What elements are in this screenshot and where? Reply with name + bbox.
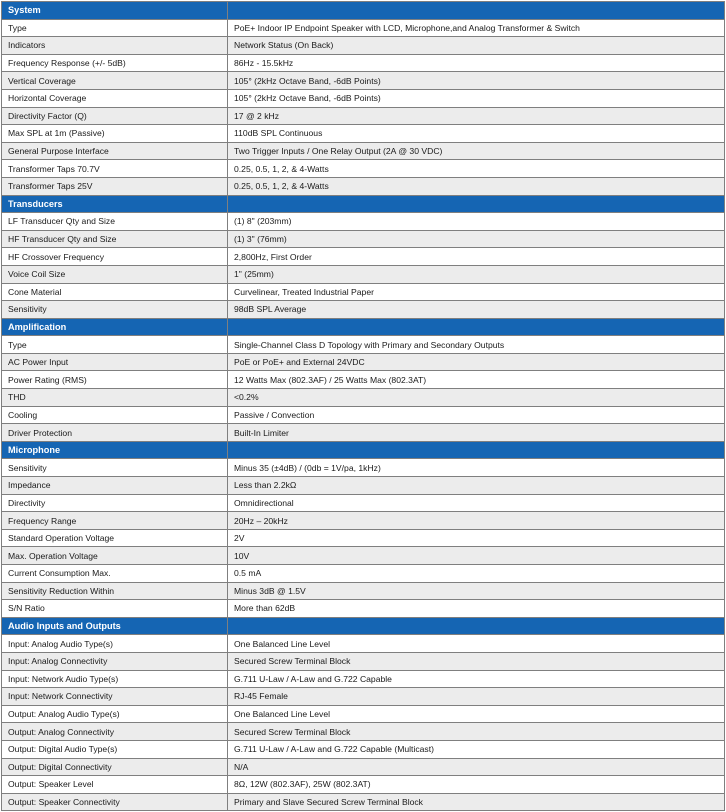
section-title: Transducers — [2, 195, 228, 213]
spec-row — [2, 283, 725, 301]
section-header — [2, 318, 725, 336]
spec-label: Type — [2, 336, 228, 354]
spec-row — [2, 652, 725, 670]
spec-row — [2, 600, 725, 618]
spec-row — [2, 582, 725, 600]
spec-row — [2, 301, 725, 319]
spec-row — [2, 54, 725, 72]
spec-row — [2, 72, 725, 90]
spec-value: G.711 U-Law / A-Law and G.722 Capable (Multicast) — [228, 740, 725, 758]
spec-row — [2, 389, 725, 407]
spec-row — [2, 529, 725, 547]
spec-row — [2, 459, 725, 477]
spec-label: Type — [2, 19, 228, 37]
spec-value: Single-Channel Class D Topology with Primary and Secondary Outputs — [228, 336, 725, 354]
spec-label: Frequency Range — [2, 512, 228, 530]
spec-row — [2, 336, 725, 354]
spec-label: Current Consumption Max. — [2, 565, 228, 583]
spec-row — [2, 547, 725, 565]
spec-value: N/A — [228, 758, 725, 776]
spec-value: Passive / Convection — [228, 406, 725, 424]
spec-value: 2,800Hz, First Order — [228, 248, 725, 266]
spec-label: LF Transducer Qty and Size — [2, 213, 228, 231]
spec-value: (1) 8" (203mm) — [228, 213, 725, 231]
spec-label: Driver Protection — [2, 424, 228, 442]
spec-value: G.711 U-Law / A-Law and G.722 Capable — [228, 670, 725, 688]
spec-value: Built-In Limiter — [228, 424, 725, 442]
section-title: System — [2, 2, 228, 20]
spec-label: Input: Network Connectivity — [2, 688, 228, 706]
spec-value: Minus 35 (±4dB) / (0db = 1V/pa, 1kHz) — [228, 459, 725, 477]
spec-label: Max. Operation Voltage — [2, 547, 228, 565]
spec-value: 0.25, 0.5, 1, 2, & 4-Watts — [228, 160, 725, 178]
spec-label: Vertical Coverage — [2, 72, 228, 90]
section-title: Audio Inputs and Outputs — [2, 617, 228, 635]
spec-value: 8Ω, 12W (802.3AF), 25W (802.3AT) — [228, 776, 725, 794]
spec-label: Max SPL at 1m (Passive) — [2, 125, 228, 143]
spec-row — [2, 793, 725, 811]
spec-label: Impedance — [2, 477, 228, 495]
spec-value: Omnidirectional — [228, 494, 725, 512]
spec-value: RJ-45 Female — [228, 688, 725, 706]
spec-value: More than 62dB — [228, 600, 725, 618]
spec-row — [2, 213, 725, 231]
spec-row — [2, 142, 725, 160]
spec-row — [2, 353, 725, 371]
spec-label: Frequency Response (+/- 5dB) — [2, 54, 228, 72]
spec-row — [2, 477, 725, 495]
spec-label: Directivity — [2, 494, 228, 512]
spec-label: Sensitivity — [2, 459, 228, 477]
spec-label: Standard Operation Voltage — [2, 529, 228, 547]
spec-label: THD — [2, 389, 228, 407]
spec-row — [2, 406, 725, 424]
spec-label: Sensitivity — [2, 301, 228, 319]
spec-value: Secured Screw Terminal Block — [228, 652, 725, 670]
spec-row — [2, 670, 725, 688]
spec-value: 86Hz - 15.5kHz — [228, 54, 725, 72]
spec-label: Input: Network Audio Type(s) — [2, 670, 228, 688]
spec-label: Output: Analog Audio Type(s) — [2, 705, 228, 723]
spec-value: 110dB SPL Continuous — [228, 125, 725, 143]
spec-value: Minus 3dB @ 1.5V — [228, 582, 725, 600]
spec-label: Input: Analog Connectivity — [2, 652, 228, 670]
spec-value: 105° (2kHz Octave Band, -6dB Points) — [228, 89, 725, 107]
spec-table-body — [2, 2, 725, 811]
spec-label: Output: Speaker Connectivity — [2, 793, 228, 811]
spec-label: Output: Speaker Level — [2, 776, 228, 794]
spec-label: Indicators — [2, 37, 228, 55]
spec-label: Directivity Factor (Q) — [2, 107, 228, 125]
section-title: Microphone — [2, 441, 228, 459]
spec-label: AC Power Input — [2, 353, 228, 371]
spec-label: S/N Ratio — [2, 600, 228, 618]
section-header — [2, 2, 725, 20]
spec-value: <0.2% — [228, 389, 725, 407]
spec-value: 0.25, 0.5, 1, 2, & 4-Watts — [228, 177, 725, 195]
spec-value: PoE or PoE+ and External 24VDC — [228, 353, 725, 371]
spec-value: (1) 3" (76mm) — [228, 230, 725, 248]
spec-row — [2, 776, 725, 794]
section-header — [2, 441, 725, 459]
spec-value: Network Status (On Back) — [228, 37, 725, 55]
spec-row — [2, 177, 725, 195]
section-title: Amplification — [2, 318, 228, 336]
spec-label: Input: Analog Audio Type(s) — [2, 635, 228, 653]
spec-row — [2, 512, 725, 530]
spec-value: PoE+ Indoor IP Endpoint Speaker with LCD, Microphone,and Analog Transformer & Switch — [228, 19, 725, 37]
spec-row — [2, 37, 725, 55]
spec-label: General Purpose Interface — [2, 142, 228, 160]
spec-label: Output: Digital Audio Type(s) — [2, 740, 228, 758]
spec-value: Two Trigger Inputs / One Relay Output (2A @ 30 VDC) — [228, 142, 725, 160]
spec-row — [2, 89, 725, 107]
spec-label: Cooling — [2, 406, 228, 424]
section-header — [2, 617, 725, 635]
spec-label: HF Transducer Qty and Size — [2, 230, 228, 248]
spec-row — [2, 740, 725, 758]
spec-value: One Balanced Line Level — [228, 635, 725, 653]
spec-label: Voice Coil Size — [2, 265, 228, 283]
spec-value: 12 Watts Max (802.3AF) / 25 Watts Max (802.3AT) — [228, 371, 725, 389]
spec-row — [2, 688, 725, 706]
spec-value: 0.5 mA — [228, 565, 725, 583]
spec-row — [2, 424, 725, 442]
spec-value: Secured Screw Terminal Block — [228, 723, 725, 741]
section-header-spacer — [228, 2, 725, 20]
spec-value: One Balanced Line Level — [228, 705, 725, 723]
spec-table — [1, 1, 725, 811]
spec-label: Output: Digital Connectivity — [2, 758, 228, 776]
spec-value: 10V — [228, 547, 725, 565]
section-header — [2, 195, 725, 213]
spec-value: 2V — [228, 529, 725, 547]
spec-label: Transformer Taps 25V — [2, 177, 228, 195]
spec-value: 17 @ 2 kHz — [228, 107, 725, 125]
spec-label: Transformer Taps 70.7V — [2, 160, 228, 178]
spec-row — [2, 125, 725, 143]
spec-label: Output: Analog Connectivity — [2, 723, 228, 741]
spec-row — [2, 19, 725, 37]
section-header-spacer — [228, 617, 725, 635]
section-header-spacer — [228, 195, 725, 213]
spec-row — [2, 494, 725, 512]
spec-row — [2, 371, 725, 389]
spec-row — [2, 723, 725, 741]
spec-row — [2, 248, 725, 266]
spec-row — [2, 107, 725, 125]
section-header-spacer — [228, 441, 725, 459]
spec-row — [2, 635, 725, 653]
spec-row — [2, 758, 725, 776]
spec-value: 105° (2kHz Octave Band, -6dB Points) — [228, 72, 725, 90]
spec-label: Cone Material — [2, 283, 228, 301]
spec-row — [2, 265, 725, 283]
spec-row — [2, 565, 725, 583]
spec-value: 1" (25mm) — [228, 265, 725, 283]
spec-label: Sensitivity Reduction Within — [2, 582, 228, 600]
spec-value: 98dB SPL Average — [228, 301, 725, 319]
spec-value: Primary and Slave Secured Screw Terminal Block — [228, 793, 725, 811]
spec-label: Power Rating (RMS) — [2, 371, 228, 389]
spec-value: Curvelinear, Treated Industrial Paper — [228, 283, 725, 301]
spec-row — [2, 230, 725, 248]
spec-row — [2, 160, 725, 178]
spec-label: HF Crossover Frequency — [2, 248, 228, 266]
spec-value: Less than 2.2kΩ — [228, 477, 725, 495]
spec-row — [2, 705, 725, 723]
section-header-spacer — [228, 318, 725, 336]
spec-label: Horizontal Coverage — [2, 89, 228, 107]
spec-value: 20Hz – 20kHz — [228, 512, 725, 530]
